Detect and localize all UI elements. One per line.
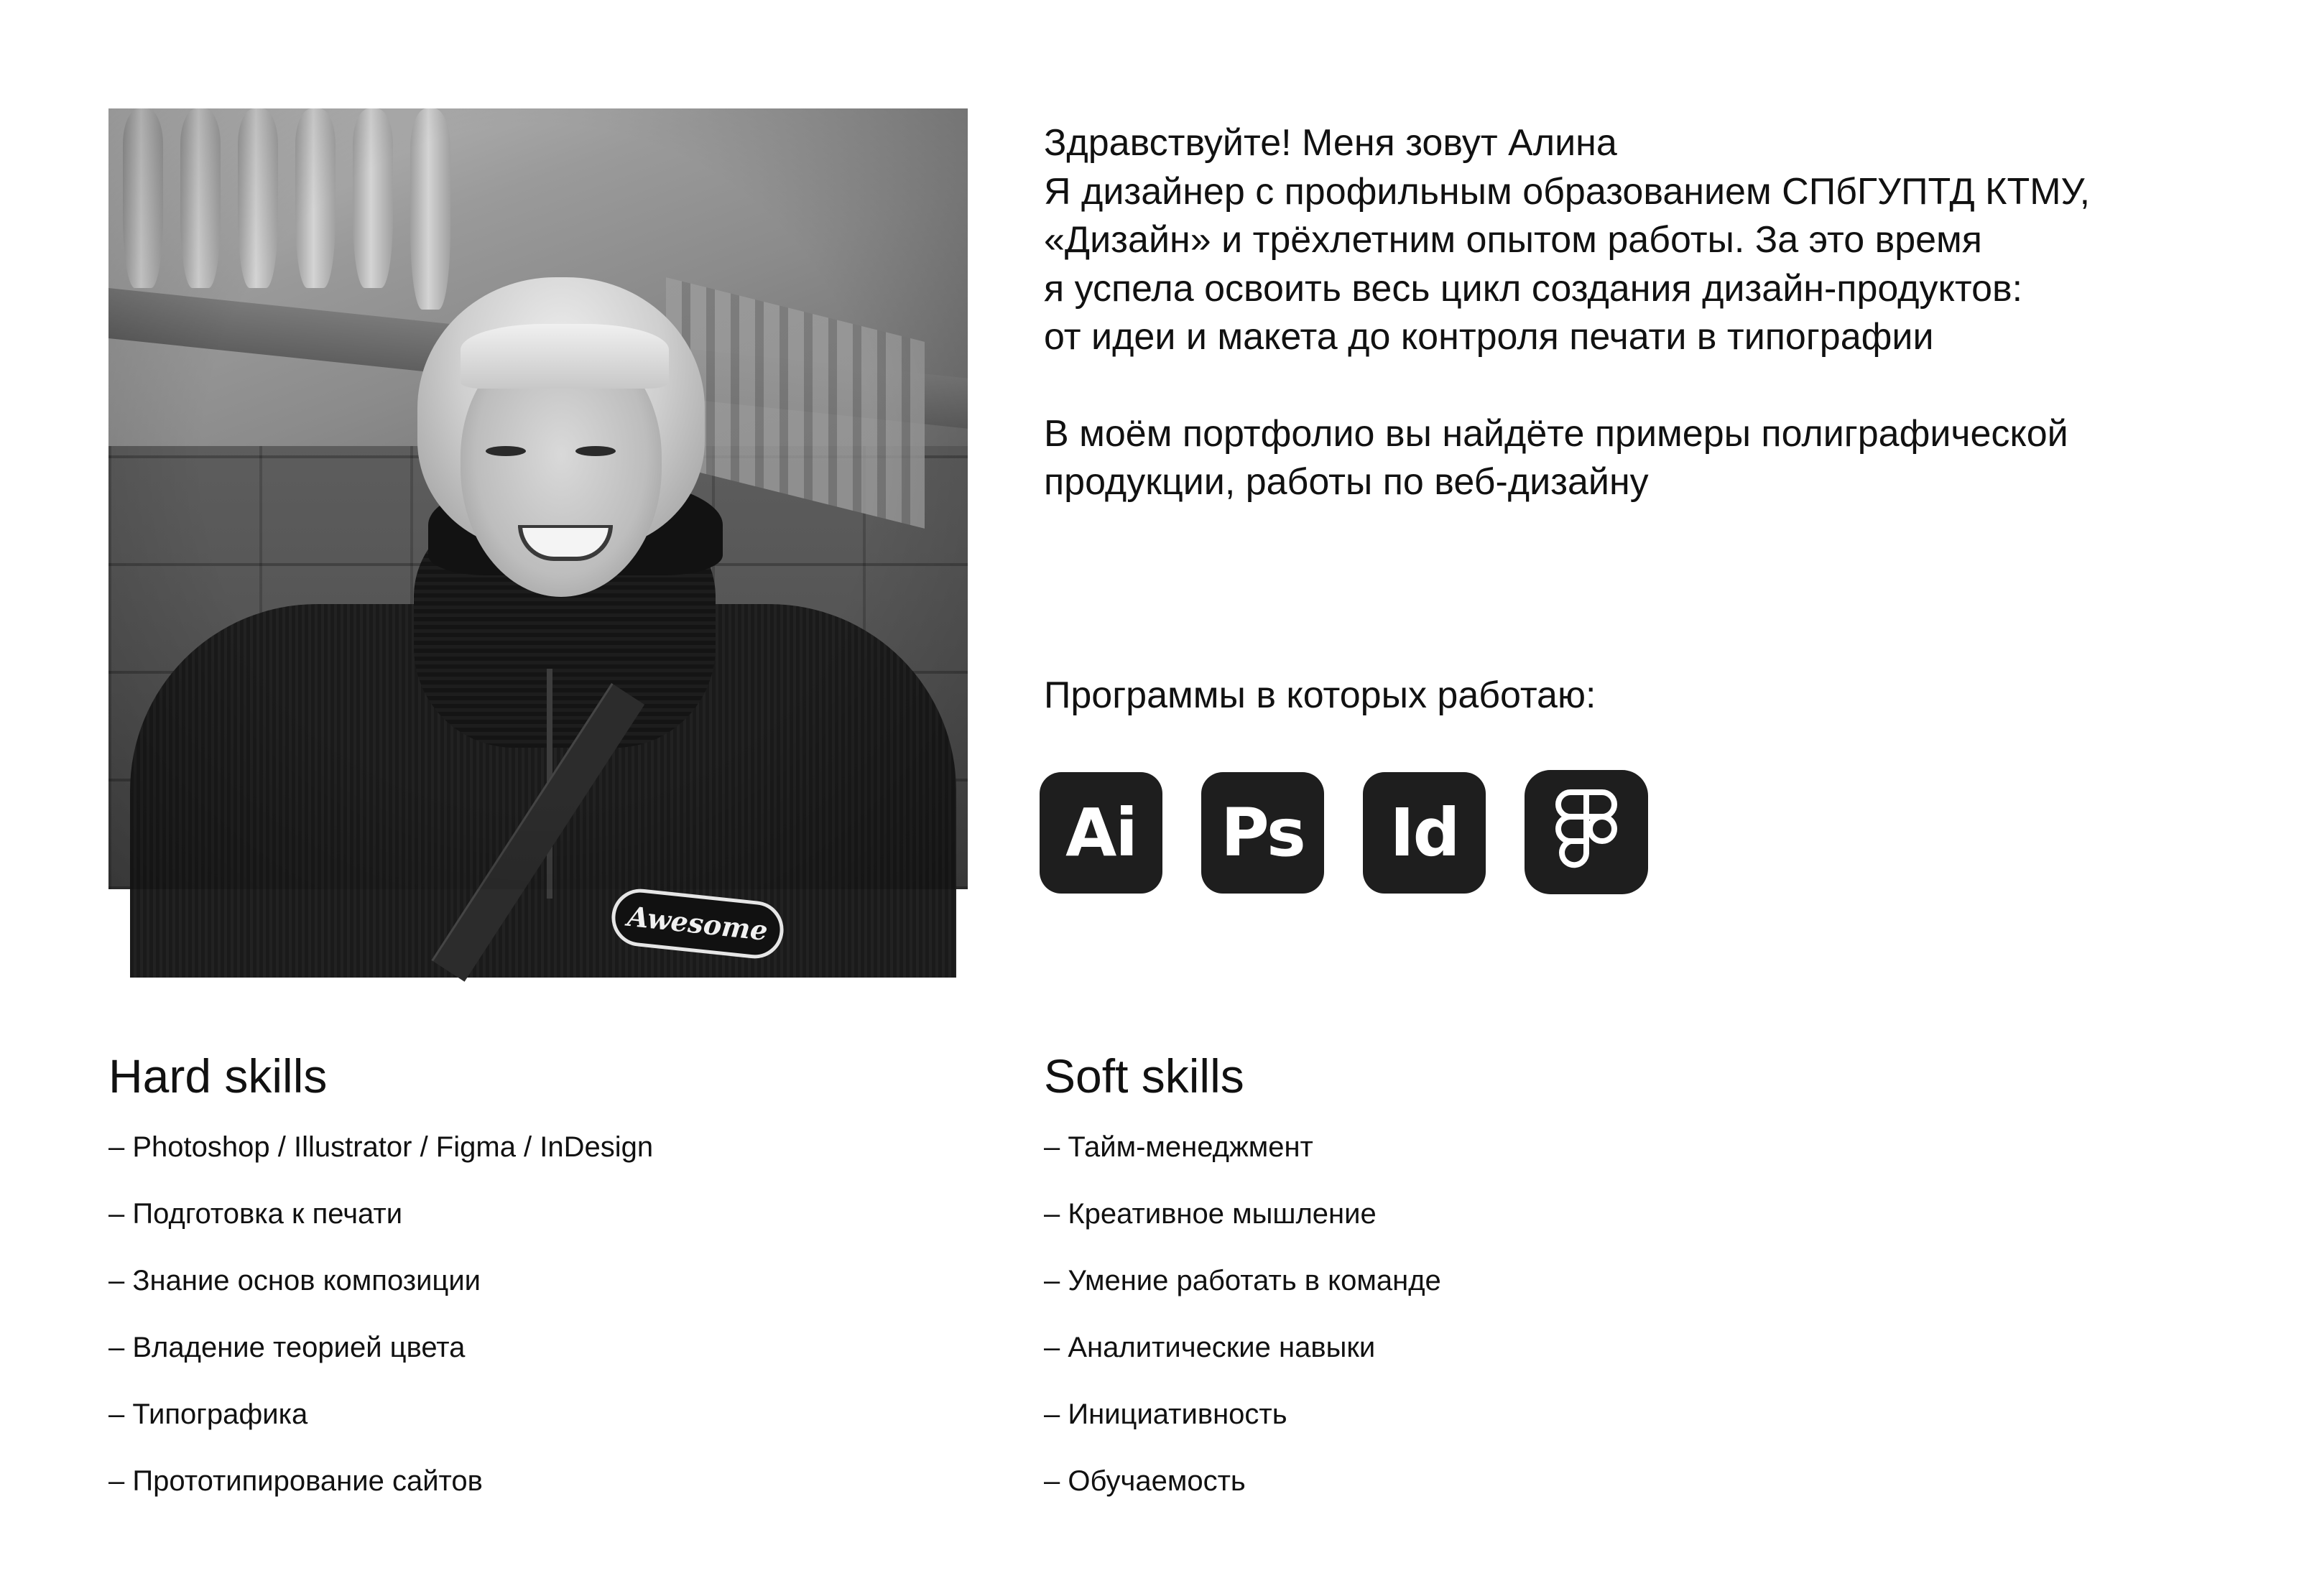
soft-skills-section — [1044, 1049, 1441, 1531]
hard-skill-item: – Подготовка к печати — [108, 1198, 403, 1230]
soft-skill-item: – Тайм-менеджмент — [1044, 1131, 1313, 1163]
soft-skill-item: – Инициативность — [1044, 1398, 1287, 1430]
hard-skill-item: – Владение теорией цвета — [108, 1332, 466, 1363]
figma-logo-glyph — [1525, 770, 1648, 894]
soft-skill-item: – Обучаемость — [1044, 1465, 1246, 1497]
icon-label: Id — [1389, 794, 1459, 871]
icon-label: Ps — [1221, 794, 1305, 871]
photo-vignette — [108, 108, 968, 889]
program-icons — [1040, 772, 1648, 894]
intro-line: от идеи и макета до контроля печати в типографии — [1044, 316, 1934, 358]
figma-icon — [1525, 770, 1648, 894]
hard-skill-item: – Photoshop / Illustrator / Figma / InDesign — [108, 1131, 654, 1163]
adobe-indesign-icon — [1363, 772, 1486, 894]
intro-line: В моём портфолио вы найдёте примеры полиграфической — [1044, 412, 2068, 455]
intro-line: продукции, работы по веб-дизайну — [1044, 461, 1649, 503]
intro-paragraph-1 — [1044, 119, 2229, 362]
hard-skill-item: – Знание основ композиции — [108, 1265, 481, 1296]
intro-text — [1044, 119, 2229, 507]
intro-paragraph-2 — [1044, 410, 2229, 507]
adobe-photoshop-icon — [1201, 772, 1324, 894]
soft-skills-list — [1044, 1131, 1441, 1498]
hard-skill-item: – Типографика — [108, 1398, 308, 1430]
profile-photo — [108, 108, 968, 947]
hard-skills-section — [108, 1049, 653, 1531]
photo-jacket-patch: Awesome — [609, 886, 786, 962]
icon-label: Ai — [1065, 794, 1137, 871]
intro-line: я успела освоить весь цикл создания дизайн-продуктов: — [1044, 267, 2023, 310]
intro-line: Я дизайнер с профильным образованием СПбГУПТД КТМУ, — [1044, 170, 2091, 213]
hard-skills-list — [108, 1131, 653, 1498]
soft-skill-item: – Умение работать в команде — [1044, 1265, 1441, 1296]
intro-line: «Дизайн» и трёхлетним опытом работы. За это время — [1044, 219, 1982, 261]
soft-skill-item: – Креативное мышление — [1044, 1198, 1377, 1230]
intro-line: Здравствуйте! Меня зовут Алина — [1044, 122, 1617, 164]
soft-skills-title: Soft skills — [1044, 1049, 1244, 1103]
adobe-illustrator-icon — [1040, 772, 1162, 894]
programs-title: Программы в которых работаю: — [1044, 674, 1596, 716]
soft-skill-item: – Аналитические навыки — [1044, 1332, 1376, 1363]
hard-skill-item: – Прототипирование сайтов — [108, 1465, 483, 1497]
hard-skills-title: Hard skills — [108, 1049, 328, 1103]
